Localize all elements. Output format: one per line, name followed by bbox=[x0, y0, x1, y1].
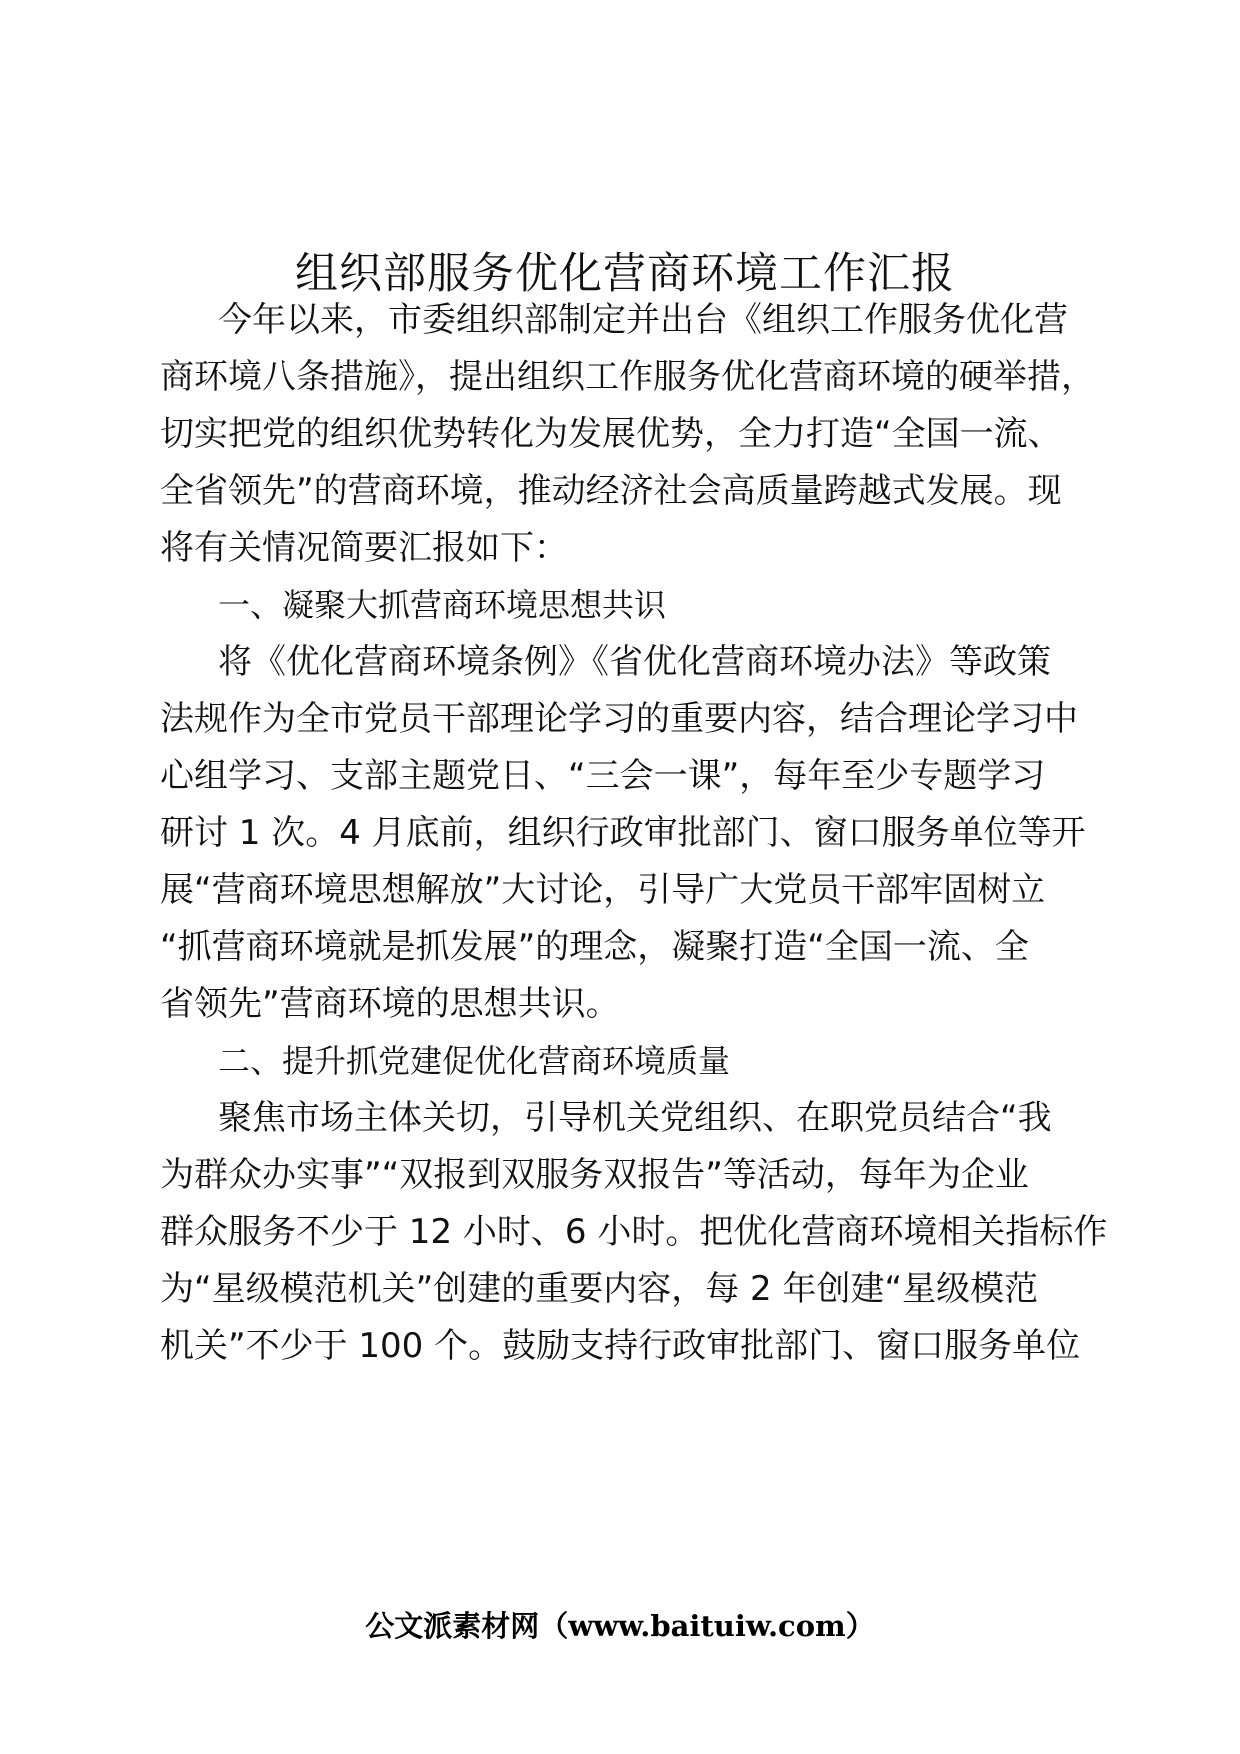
paragraph-line: 为“星级模范机关”创建的重要内容，每 2 年创建“星级模范 bbox=[160, 1269, 1039, 1309]
paragraph-line: 商环境八条措施》，提出组织工作服务优化营商环境的硬举措， bbox=[160, 357, 1095, 397]
paragraph-line: 展“营商环境思想解放”大讨论，引导广大党员干部牢固树立 bbox=[160, 870, 1046, 910]
paragraph-line: 群众服务不少于 12 小时、6 小时。把优化营商环境相关指标作 bbox=[160, 1212, 1108, 1252]
paragraph-line: 研讨 1 次。4 月底前，组织行政审批部门、窗口服务单位等开 bbox=[160, 813, 1086, 853]
section-heading-2: 二、提升抓党建促优化营商环境质量 bbox=[218, 1042, 731, 1080]
paragraph-line: 今年以来，市委组织部制定并出台《组织工作服务优化营 bbox=[218, 300, 1068, 340]
paragraph-line: 聚焦市场主体关切，引导机关党组织、在职党员结合“我 bbox=[218, 1098, 1052, 1138]
paragraph-line: 心组学习、支部主题党日、“三会一课”，每年至少专题学习 bbox=[160, 756, 1046, 796]
section-heading-1: 一、凝聚大抓营商环境思想共识 bbox=[218, 586, 667, 624]
paragraph-line: 将《优化营商环境条例》《省优化营商环境办法》等政策 bbox=[218, 642, 1051, 682]
paragraph-line: 省领先”营商环境的思想共识。 bbox=[160, 984, 620, 1024]
paragraph-line: 机关”不少于 100 个。鼓励支持行政审批部门、窗口服务单位 bbox=[160, 1326, 1081, 1366]
paragraph-line: 法规作为全市党员干部理论学习的重要内容，结合理论学习中 bbox=[160, 699, 1078, 739]
paragraph-line: 将有关情况简要汇报如下： bbox=[160, 528, 568, 568]
document-page bbox=[160, 0, 1108, 1754]
paragraph-line: “抓营商环境就是抓发展”的理念，凝聚打造“全国一流、全 bbox=[160, 927, 1029, 967]
paragraph-line: 全省领先”的营商环境，推动经济社会高质量跨越式发展。现 bbox=[160, 471, 1062, 511]
footer-watermark: 公文派素材网（www.baituiw.com） bbox=[365, 1609, 875, 1643]
document-title: 组织部服务优化营商环境工作汇报 bbox=[295, 249, 955, 299]
paragraph-line: 为群众办实事”“双报到双服务双报告”等活动，每年为企业 bbox=[160, 1155, 1029, 1195]
paragraph-line: 切实把党的组织优势转化为发展优势，全力打造“全国一流、 bbox=[160, 414, 1062, 454]
